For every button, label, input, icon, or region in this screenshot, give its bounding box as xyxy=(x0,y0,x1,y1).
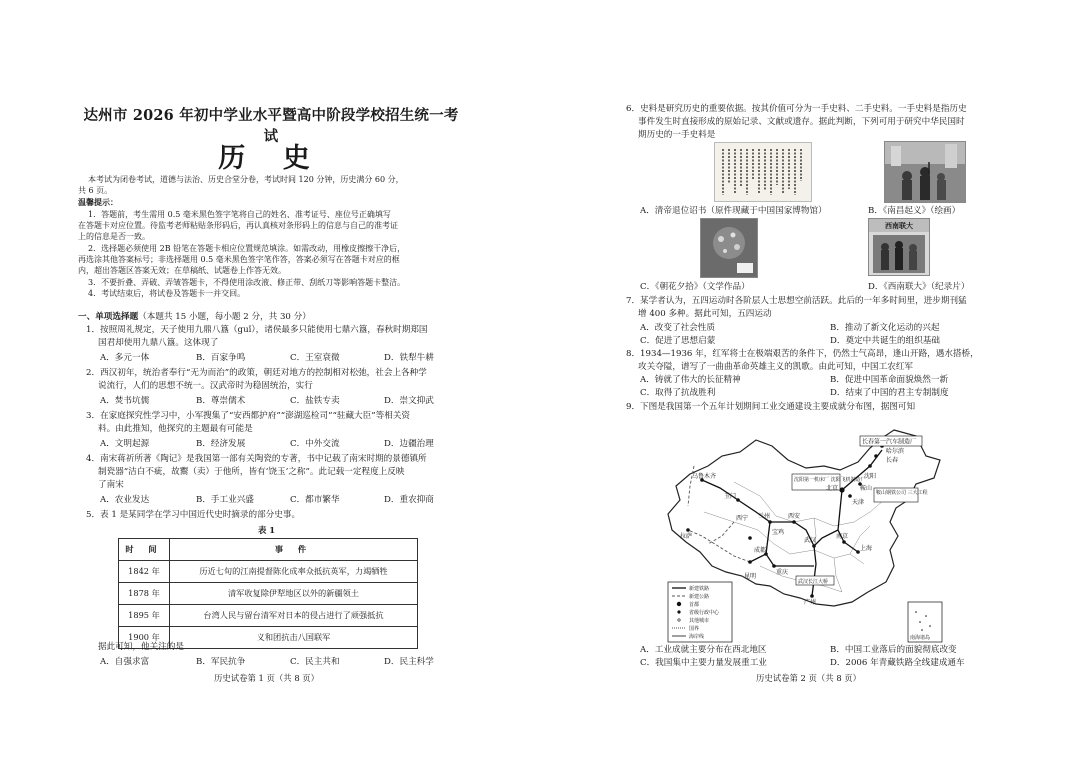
legend-coast: 海岸线 xyxy=(689,634,705,640)
tip1-line-b: 在答题卡对应位置。待监考老师粘贴条形码后，再认真核对条形码上的信息与自己的准考证 xyxy=(78,221,398,230)
legend-capital: 首都 xyxy=(689,602,700,608)
q4-option-b[interactable]: B．手工业兴盛 xyxy=(196,495,254,505)
q1-option-a[interactable]: A．多元一体 xyxy=(100,353,150,363)
q5-option-c[interactable]: C．民主共和 xyxy=(290,657,340,667)
industry-transport-map xyxy=(664,426,946,646)
q4-stem-2: 制瓷器“洁白不疵，故鬻（卖）于他所，皆有‘饶玉’之称”。此记载一定程度上反映 xyxy=(98,467,405,477)
label-kunming: 昆明 xyxy=(744,573,757,580)
q4-stem-3: 了南宋 xyxy=(98,480,124,490)
poster-figures-icon xyxy=(869,219,929,275)
q6-stem-2: 事件发生时直接形成的原始记录、文献或遗存。据此判断，下列可用于研究中华民国时 xyxy=(638,117,965,127)
legend-border: 国界 xyxy=(689,626,700,632)
q4-stem-1: 4．南宋蒋祈所著《陶记》是我国第一部有关陶瓷的专著，书中记载了南宋时期的景德镇所 xyxy=(86,454,427,464)
documentary-poster-image xyxy=(868,218,930,276)
label-harbin: 哈尔滨 xyxy=(886,448,905,455)
table-cell-event: 义和团抗击八国联军 xyxy=(170,627,418,649)
q6-option-c[interactable]: C．《朝花夕拾》（文学作品） xyxy=(640,282,750,292)
q7-stem-1: 7．某学者认为，五四运动时各阶层人士思想空前活跃。此后的一年多时间里，进步期刊猛 xyxy=(626,296,967,306)
q1-option-c[interactable]: C．王室衰微 xyxy=(290,353,340,363)
label-chongqing: 重庆 xyxy=(776,569,789,576)
q7-option-d[interactable]: D．奠定中共诞生的组织基础 xyxy=(830,336,941,346)
label-wuhan-box: 武汉长江大桥 xyxy=(798,579,829,585)
q4-option-a[interactable]: A．农业发达 xyxy=(100,495,150,505)
q5-stem: 5．表 1 是某同学在学习中国近代史时摘录的部分史事。 xyxy=(86,510,301,520)
q6-stem-1: 6．史料是研究历史的重要依据。按其价值可分为一手史料、二手史料。一手史料是指历史 xyxy=(626,104,967,114)
poster-title: 西南联大 xyxy=(869,219,929,232)
label-anshan: 鞍山 xyxy=(860,485,873,492)
q2-option-a[interactable]: A．焚书坑儒 xyxy=(100,396,150,406)
tip4-line: 4．考试结束后，将试卷及答题卡一并交回。 xyxy=(88,289,246,298)
label-xining: 西宁 xyxy=(736,515,749,522)
label-nanhai: 南海诸岛 xyxy=(910,635,931,641)
q7-stem-2: 增 400 多种。据此可知，五四运动 xyxy=(638,309,772,319)
label-urumqi: 乌鲁木齐 xyxy=(692,473,717,480)
q8-stem-1: 8．1934—1936 年，红军将士在极端艰苦的条件下，仍然士气高昂，逢山开路，遇水搭桥， xyxy=(626,349,979,359)
q6-stem-3: 期历史的一手史料是 xyxy=(638,130,716,140)
label-tianjin: 天津 xyxy=(852,499,865,506)
q3-option-d[interactable]: D．边疆治理 xyxy=(384,439,434,449)
q8-option-c[interactable]: C．取得了抗战胜利 xyxy=(640,388,716,398)
q9-stem: 9．下图是我国第一个五年计划期间工业交通建设主要成就分布图，据图可知 xyxy=(626,402,916,412)
edict-script-icon xyxy=(715,143,811,201)
south-sea-inset xyxy=(908,602,942,642)
label-anshan-box: 鞍山钢铁公司 三大工程 xyxy=(876,490,928,496)
q6-option-a[interactable]: A．清帝退位诏书（原件现藏于中国国家博物馆） xyxy=(640,206,827,216)
events-table xyxy=(118,538,418,649)
legend-rail: 新建铁路 xyxy=(689,586,710,592)
q8-option-d[interactable]: D．结束了中国的君主专制制度 xyxy=(830,388,949,398)
label-shenyang: 沈阳 xyxy=(864,473,877,480)
q1-option-d[interactable]: D．铁犁牛耕 xyxy=(384,353,434,363)
book-cover-image xyxy=(700,218,758,278)
q3-stem-2: 料。由此推知，他探究的主题最有可能是 xyxy=(98,424,253,434)
tip2-line-b: 再选涂其他答案标号；非选择题用 0.5 毫米黑色签字笔作答，答案必须写在答题卡对应的框 xyxy=(78,255,400,264)
table-row xyxy=(119,605,418,627)
edict-image xyxy=(714,142,812,202)
label-changchun: 长春 xyxy=(886,457,899,464)
intro-line-1: 本考试为闭卷考试，道德与法治、历史合堂分卷，考试时间 120 分钟，历史满分 60 分， xyxy=(88,175,404,184)
q1-stem-2: 国君却使用九鼎八簋。这体现了 xyxy=(98,338,219,348)
table-header-time: 时 间 xyxy=(119,539,170,561)
tips-label: 温馨提示： xyxy=(78,197,118,207)
table-row xyxy=(119,561,418,583)
q5-after: 据此可知，他关注的是 xyxy=(98,642,184,652)
tip2-line-c: 内，超出答题区答案无效；在草稿纸、试题卷上作答无效。 xyxy=(78,266,286,275)
subject-title: 历 史 xyxy=(218,143,324,174)
q9-option-a[interactable]: A．工业成就主要分布在西北地区 xyxy=(640,645,767,655)
table-header-row xyxy=(119,539,418,561)
label-guangzhou: 广州 xyxy=(804,599,817,606)
label-chengdu: 成都 xyxy=(754,547,767,554)
q2-option-b[interactable]: B．尊崇儒术 xyxy=(196,396,246,406)
q3-stem-1: 3．在家庭探究性学习中，小军搜集了“安西都护府”“澎湖巡检司”“驻藏大臣”等相关资 xyxy=(86,411,411,421)
q8-option-a[interactable]: A．铸就了伟大的长征精神 xyxy=(640,375,741,385)
section1-heading xyxy=(78,311,311,324)
table-caption: 表 1 xyxy=(258,525,276,535)
legend-province: 省级行政中心 xyxy=(689,610,720,616)
q6-option-b[interactable]: B．《南昌起义》（绘画） xyxy=(868,206,961,216)
q3-option-b[interactable]: B．经济发展 xyxy=(196,439,246,449)
q2-stem-2: 说流行，人们的思想不统一。汉武帝时为稳固统治，实行 xyxy=(98,381,313,391)
label-yumen: 玉门 xyxy=(724,493,737,500)
q3-option-a[interactable]: A．文明起源 xyxy=(100,439,150,449)
painting-crowd-icon xyxy=(885,142,965,202)
q7-option-b[interactable]: B．推动了新文化运动的兴起 xyxy=(830,323,940,333)
table-cell-event: 历近七旬的江南提督陈化成率众抵抗英军，力竭牺牲 xyxy=(170,561,418,583)
q9-option-b[interactable]: B．中国工业落后的面貌彻底改变 xyxy=(830,645,957,655)
label-beijing: 北京 xyxy=(826,485,839,492)
intro-line-2: 共 6 页。 xyxy=(78,186,113,195)
q4-option-d[interactable]: D．重农抑商 xyxy=(384,495,434,505)
tip2-line-a: 2．选择题必须使用 2B 铅笔在答题卡相应位置规范填涂。如需改动，用橡皮擦擦干净后， xyxy=(88,244,406,253)
tip1-line-c: 上的信息是否一致。 xyxy=(78,232,150,241)
table-cell-event: 清军收复除伊犁地区以外的新疆领土 xyxy=(170,583,418,605)
map-legend xyxy=(668,582,732,642)
nanchang-painting-image xyxy=(884,141,966,203)
table-cell-year: 1895 年 xyxy=(119,605,170,627)
q9-option-c[interactable]: C．我国集中主要力量发展重工业 xyxy=(640,658,767,668)
q5-option-b[interactable]: B．军民抗争 xyxy=(196,657,246,667)
table-header-event: 事 件 xyxy=(170,539,418,561)
label-xian: 西安 xyxy=(788,513,801,520)
q1-option-b[interactable]: B．百家争鸣 xyxy=(196,353,246,363)
exam-title: 达州市 2026 年初中学业水平暨高中阶段学校招生统一考试 xyxy=(83,107,459,145)
tip3-line: 3．不要折叠、弄破、弄皱答题卡，不得使用涂改液、修正带、刮纸刀等影响答题卡整洁。 xyxy=(88,278,406,287)
table-cell-year: 1842 年 xyxy=(119,561,170,583)
table-cell-year: 1878 年 xyxy=(119,583,170,605)
q9-option-d[interactable]: D．2006 年青藏铁路全线建成通车 xyxy=(830,658,965,668)
q1-stem-1: 1．按照周礼规定，天子使用九鼎八簋（guǐ），诸侯最多只能使用七鼎六簋，春秋时期郑国 xyxy=(86,325,428,335)
q5-option-d[interactable]: D．民主科学 xyxy=(384,657,434,667)
label-shanghai: 上海 xyxy=(860,545,873,552)
q8-stem-2: 攻关夺隘，谱写了一曲曲革命英雄主义的凯歌。由此可知，中国工农红军 xyxy=(638,362,914,372)
q8-option-b[interactable]: B．促进中国革命面貌焕然一新 xyxy=(830,375,949,385)
label-lhasa: 拉萨 xyxy=(680,533,693,540)
footer-right: 历史试卷第 2 页（共 8 页） xyxy=(756,673,862,683)
q4-option-c[interactable]: C．都市繁华 xyxy=(290,495,340,505)
q3-option-c[interactable]: C．中外交流 xyxy=(290,439,340,449)
q7-option-a[interactable]: A．改变了社会性质 xyxy=(640,323,715,333)
label-wuhan: 武汉 xyxy=(804,537,817,544)
table-row xyxy=(119,583,418,605)
label-baoji: 宝鸡 xyxy=(772,529,785,536)
book-flowers-icon xyxy=(701,219,757,277)
q7-option-c[interactable]: C．促进了思想启蒙 xyxy=(640,336,716,346)
section1-note: （本题共 15 小题，每小题 2 分，共 30 分） xyxy=(138,312,311,322)
table-cell-year: 1900 年 xyxy=(119,627,170,649)
q2-option-c[interactable]: C．盐铁专卖 xyxy=(290,396,340,406)
label-nanjing: 南京 xyxy=(836,533,849,540)
q2-stem-1: 2．西汉初年，统治者奉行“无为而治”的政策，朝廷对地方的控制相对松弛，社会上各种学 xyxy=(86,368,427,378)
table-cell-event: 台湾人民与留台清军对日本的侵占进行了顽强抵抗 xyxy=(170,605,418,627)
q6-option-d[interactable]: D．《西南联大》（纪录片） xyxy=(868,282,970,292)
label-lanzhou: 兰州 xyxy=(758,513,771,520)
q5-option-a[interactable]: A．自强求富 xyxy=(100,657,150,667)
tip1-line-a: 1．答题前，考生需用 0.5 毫米黑色签字笔将自己的姓名、准考证号、座位号正确填写 xyxy=(88,210,391,219)
label-changchun-plant: 长春第一汽车制造厂 xyxy=(862,438,917,446)
section1-title: 一、单项选择题 xyxy=(78,312,139,322)
footer-left: 历史试卷第 1 页（共 8 页） xyxy=(214,673,320,683)
q2-option-d[interactable]: D．崇文抑武 xyxy=(384,396,434,406)
legend-road: 新建公路 xyxy=(689,594,710,600)
label-shenyang-box: 沈阳第一机床厂 沈阳飞机制造厂 xyxy=(794,477,866,483)
legend-city: 其他城市 xyxy=(689,618,710,624)
